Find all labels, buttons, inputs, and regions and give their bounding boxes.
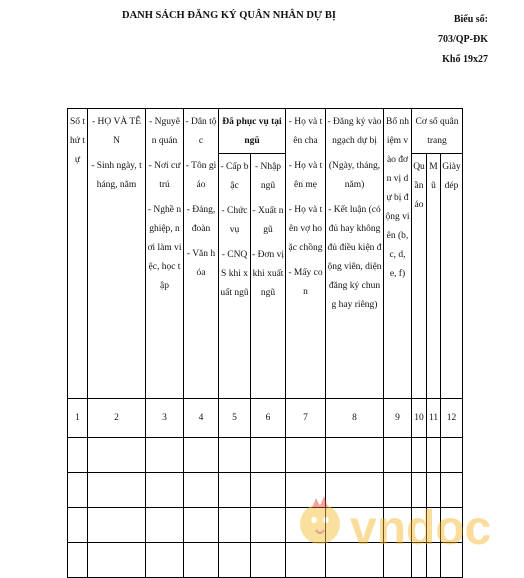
header-line: Số thứ tự [69,117,86,165]
column-number-row [68,399,463,438]
form-code: 703/QP-ĐK [438,34,488,45]
col-reserve-header [326,109,384,399]
col-assign-header [384,109,412,399]
col-hat-header [427,154,441,399]
col-number: 3 [146,399,184,438]
header-line: - Xuất ngũ [252,206,284,235]
service-group-header: Đã phục vụ tại ngũ [219,109,286,154]
col-clothes-header [412,154,427,399]
form-code-block [438,10,488,70]
col-name-header [88,109,146,399]
header-line: Quần áo [413,162,425,210]
document-title: DANH SÁCH ĐĂNG KÝ QUÂN NHÂN DỰ BỊ [122,10,336,21]
header-line: - Tôn giáo [185,161,217,190]
col-number: 1 [68,399,88,438]
header-line: - Sinh ngày, tháng, năm [91,161,142,190]
col-ethnic-header [184,109,219,399]
header-line: - Chức vụ [221,206,248,235]
col-family-header [286,109,326,399]
header-line: - Nơi cư trú [148,161,181,190]
header-line: - Nhập ngũ [254,162,282,191]
header-line: - Nguyên quán [149,117,180,146]
col-rank-header [219,154,251,399]
header-line: - Văn hóa [186,249,216,278]
header-line: - HỌ VÀ TÊN [92,117,141,146]
header-row-1 [68,109,463,154]
vndoc-watermark [292,490,524,555]
blank-row [68,438,463,473]
header-line: Bổ nhiệm vào đơn vị dự bị động viên (b, c, d, e, f) [385,117,410,279]
col-number: 10 [412,399,427,438]
header-line: Giày dép [442,162,461,191]
header-line: - Đảng, đoàn [186,205,216,234]
header-line: - Họ và tên cha [288,117,323,146]
header-line: - Nghề nghiệp, nơi làm việc, học tập [147,205,182,291]
col-number: 5 [219,399,251,438]
col-number: 6 [251,399,286,438]
header-line: - Kết luận (có đủ hay không đủ điều kiện động viên, diện đăng ký chung hay riêng) [327,205,382,310]
col-number: 11 [427,399,441,438]
col-number: 4 [184,399,219,438]
col-enlist-header [251,154,286,399]
header-line: - Cấp bậc [220,162,249,191]
form-label: Biểu số: [453,14,488,25]
mascot-icon [300,496,340,544]
paper-size: Khổ 19x27 [442,54,488,65]
col-number: 7 [286,399,326,438]
header-line: - Mấy con [288,268,323,297]
header-line: - Họ và tên mẹ [288,161,323,190]
header-line: Mũ [429,162,438,191]
watermark-text: vndoc [350,502,492,555]
header-line: - CNQS khi xuất ngũ [220,250,249,298]
header-line: - Đơn vị khi xuất ngũ [252,250,284,298]
header-line: - Đăng ký vào ngạch dự bị [327,117,382,146]
col-number: 9 [384,399,412,438]
col-origin-header [146,109,184,399]
col-number: 8 [326,399,384,438]
col-stt-header [68,109,88,399]
header-line: - Họ và tên vợ hoặc chồng [288,205,323,253]
col-number: 2 [88,399,146,438]
supply-group-header: Cơ số quân trang [412,109,463,154]
header-line: (Ngày, tháng, năm) [328,161,381,190]
header-line: - Dân tộc [185,117,217,146]
col-shoes-header [441,154,463,399]
col-number: 12 [441,399,463,438]
